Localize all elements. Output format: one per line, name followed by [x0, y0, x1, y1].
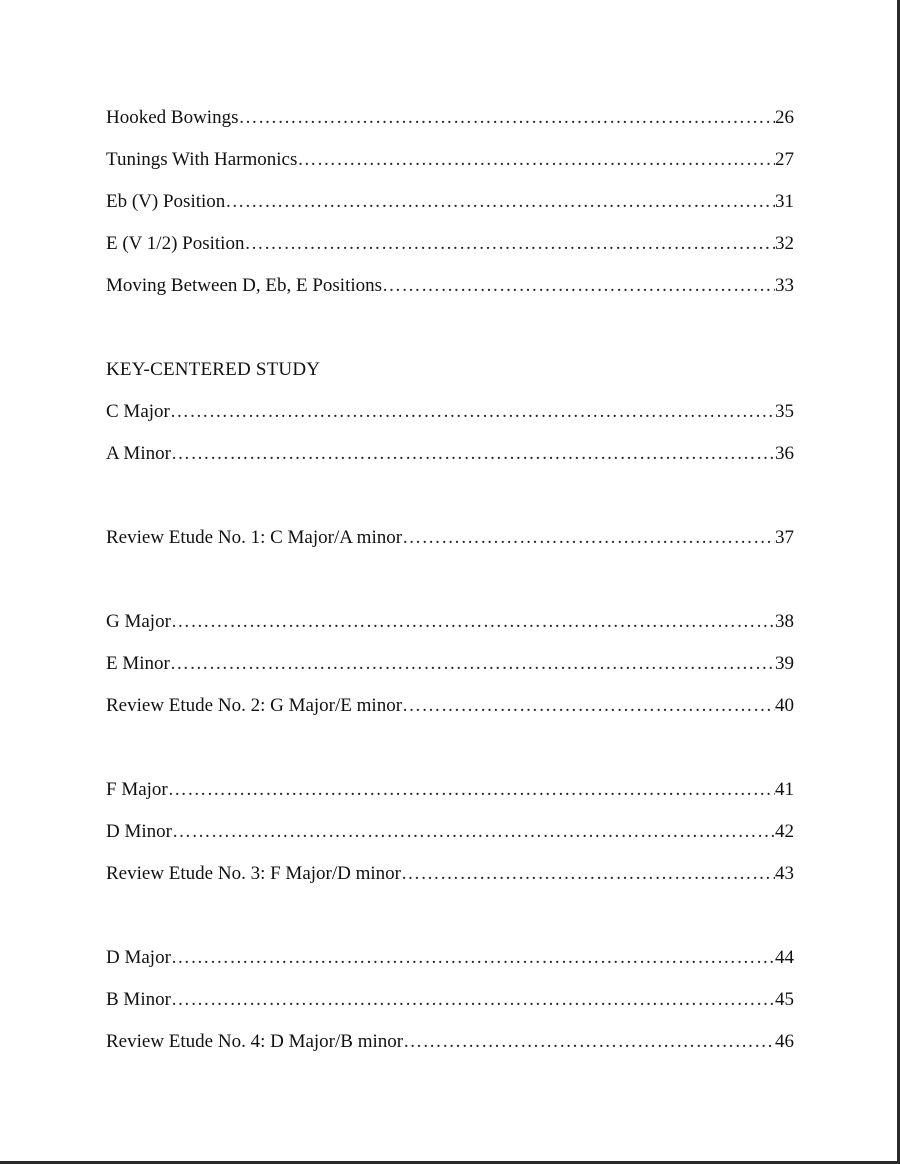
toc-entry [106, 861, 794, 903]
dot-leader [170, 651, 775, 677]
toc-entry-title: Review Etude No. 1: C Major/A minor [106, 527, 403, 548]
toc-entry-page: 36 [775, 443, 794, 464]
toc-entry-page: 31 [775, 191, 794, 212]
toc-entry-title: Hooked Bowings [106, 107, 239, 128]
toc-entry-title: D Major [106, 947, 171, 968]
spacer [106, 483, 794, 525]
toc-entry-title: F Major [106, 779, 168, 800]
toc-entry-title: Review Etude No. 4: D Major/B minor [106, 1031, 404, 1052]
toc-entry-page: 43 [775, 863, 794, 884]
dot-leader [402, 693, 775, 719]
dot-leader [171, 945, 775, 971]
dot-leader [382, 273, 775, 299]
toc-entry-title: C Major [106, 401, 170, 422]
table-of-contents [106, 105, 794, 1071]
dot-leader [244, 231, 775, 257]
dot-leader [171, 441, 775, 467]
dot-leader [402, 525, 775, 551]
section-heading: KEY-CENTERED STUDY [106, 359, 321, 380]
toc-entry [106, 105, 794, 147]
toc-entry-title: G Major [106, 611, 171, 632]
toc-entry [106, 693, 794, 735]
toc-entry [106, 147, 794, 189]
toc-entry-page: 33 [775, 275, 794, 296]
toc-entry [106, 1029, 794, 1071]
toc-entry-page: 26 [775, 107, 794, 128]
toc-entry [106, 399, 794, 441]
toc-entry-title: Tunings With Harmonics [106, 149, 298, 170]
toc-entry-title: D Minor [106, 821, 172, 842]
toc-entry [106, 651, 794, 693]
spacer [106, 735, 794, 777]
toc-entry-title: Eb (V) Position [106, 191, 226, 212]
toc-entry-title: A Minor [106, 443, 171, 464]
toc-entry [106, 189, 794, 231]
spacer [106, 567, 794, 609]
toc-entry [106, 231, 794, 273]
dot-leader [170, 399, 775, 425]
toc-entry [106, 525, 794, 567]
dot-leader [403, 1029, 775, 1055]
toc-entry-page: 40 [775, 695, 794, 716]
toc-entry-page: 42 [775, 821, 794, 842]
toc-entry [106, 777, 794, 819]
toc-entry-page: 44 [775, 947, 794, 968]
toc-entry-page: 37 [775, 527, 794, 548]
toc-entry-page: 45 [775, 989, 794, 1010]
toc-entry-title: Review Etude No. 3: F Major/D minor [106, 863, 401, 884]
toc-entry-title: Moving Between D, Eb, E Positions [106, 275, 383, 296]
dot-leader [238, 105, 775, 131]
toc-entry [106, 945, 794, 987]
toc-entry-title: E (V 1/2) Position [106, 233, 245, 254]
toc-entry [106, 273, 794, 315]
dot-leader [168, 777, 775, 803]
dot-leader [172, 819, 775, 845]
toc-entry-page: 46 [775, 1031, 794, 1052]
toc-entry-page: 38 [775, 611, 794, 632]
toc-entry [106, 441, 794, 483]
dot-leader [225, 189, 775, 215]
dot-leader [401, 861, 775, 887]
toc-entry-page: 39 [775, 653, 794, 674]
spacer [106, 903, 794, 945]
toc-entry-title: B Minor [106, 989, 171, 1010]
toc-entry [106, 609, 794, 651]
toc-entry-page: 27 [775, 149, 794, 170]
toc-entry-page: 35 [775, 401, 794, 422]
toc-entry [106, 819, 794, 861]
toc-entry [106, 987, 794, 1029]
toc-entry-title: E Minor [106, 653, 170, 674]
spacer [106, 315, 794, 357]
dot-leader [297, 147, 775, 173]
dot-leader [171, 609, 775, 635]
toc-entry-page: 41 [775, 779, 794, 800]
dot-leader [171, 987, 775, 1013]
toc-entry-page: 32 [775, 233, 794, 254]
toc-entry-title: Review Etude No. 2: G Major/E minor [106, 695, 403, 716]
